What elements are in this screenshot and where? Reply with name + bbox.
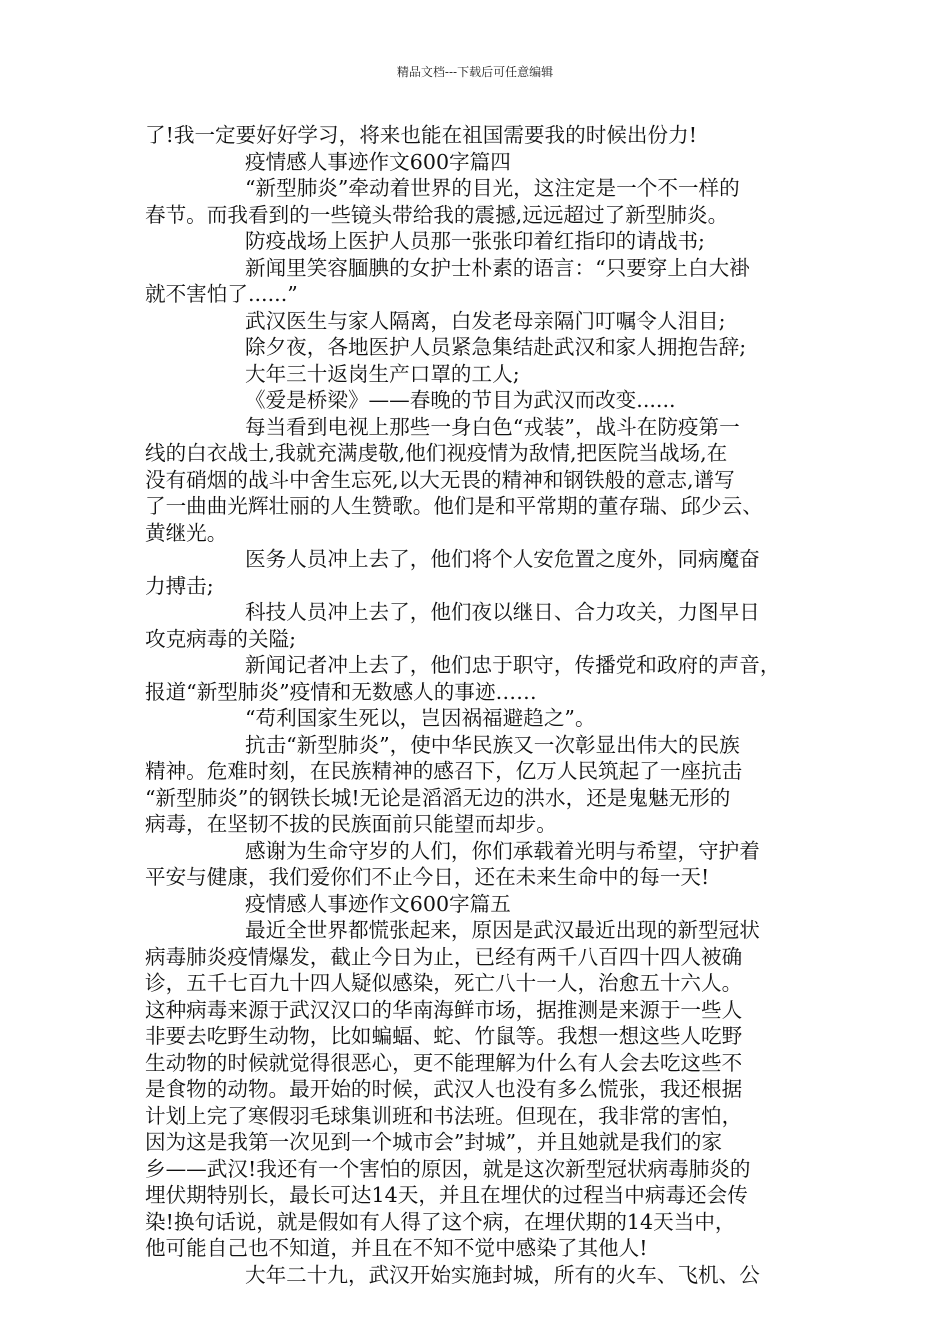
text-line: 《爱是桥梁》——春晚的节目为武汉而改变......	[245, 388, 676, 412]
text-line: 埋伏期特别长，最长可达14天，并且在埋伏的过程当中病毒还会传	[145, 1183, 748, 1207]
section-heading: 疫情感人事迹作文600字篇五	[245, 891, 511, 916]
text-line: 最近全世界都慌张起来，原因是武汉最近出现的新型冠状	[245, 918, 760, 942]
text-line: 大年三十返岗生产口罩的工人;	[245, 361, 520, 386]
text-line: 诊，五千七百九十四人疑似感染，死亡八十一人，治愈五十六人。	[145, 971, 743, 995]
text-line: 了一曲曲光辉壮丽的人生赞歌。他们是和平常期的董存瑞、邱少云、	[145, 494, 763, 518]
text-line: 新闻里笑容腼腆的女护士朴素的语言：“只要穿上白大褂	[245, 255, 750, 280]
text-line: 平安与健康，我们爱你们不止今日，还在未来生命中的每一天!	[145, 865, 710, 889]
text-line: 攻克病毒的关隘;	[145, 626, 297, 651]
text-line: 黄继光。	[145, 520, 228, 545]
text-line: 武汉医生与家人隔离，白发老母亲隔门叮嘱令人泪目;	[245, 308, 726, 333]
text-line: 线的白衣战士,我就充满虔敬,他们视疫情为敌情,把医院当战场,在	[145, 441, 728, 465]
text-line: 了!我一定要好好学习，将来也能在祖国需要我的时候出份力!	[145, 123, 697, 147]
text-line: 就不害怕了......”	[145, 282, 298, 306]
text-line: “苟利国家生死以，岂因祸福避趋之”。	[245, 706, 596, 730]
text-line: 精神。危难时刻，在民族精神的感召下，亿万人民筑起了一座抗击	[145, 759, 743, 783]
text-line: 力搏击;	[145, 573, 214, 598]
text-line: 新闻记者冲上去了，他们忠于职守，传播党和政府的声音，	[245, 653, 781, 677]
text-line: 感谢为生命守岁的人们，你们承载着光明与希望，守护着	[245, 838, 760, 863]
text-line: 乡——武汉!我还有一个害怕的原因，就是这次新型冠状病毒肺炎的	[145, 1156, 751, 1181]
text-line: 他可能自己也不知道，并且在不知不觉中感染了其他人!	[145, 1236, 648, 1260]
text-line: 这种病毒来源于武汉汉口的华南海鲜市场，据推测是来源于一些人	[145, 997, 743, 1022]
text-line: 病毒，在坚韧不拔的民族面前只能望而却步。	[145, 812, 557, 836]
text-line: 没有硝烟的战斗中舍生忘死,以大无畏的精神和钢铁般的意志,谱写	[145, 467, 735, 492]
document-body	[145, 122, 811, 1288]
page-header: 精品文档---下载后可任意编辑	[396, 65, 554, 79]
text-line: 生动物的时候就觉得很恶心，更不能理解为什么有人会去吃这些不	[145, 1050, 743, 1075]
text-line: 医务人员冲上去了，他们将个人安危置之度外，同病魔奋	[245, 547, 760, 571]
text-line: 防疫战场上医护人员那一张张印着红指印的请战书;	[245, 229, 705, 253]
text-line: “新型肺炎”牵动着世界的目光，这注定是一个不一样的	[245, 176, 740, 200]
text-line: 大年二十九，武汉开始实施封城，所有的火车、飞机、公	[245, 1262, 760, 1287]
text-line: 非要去吃野生动物，比如蝙蝠、蛇、竹鼠等。我想一想这些人吃野	[145, 1024, 743, 1048]
text-line: 每当看到电视上那些一身白色“戎装”，战斗在防疫第一	[245, 414, 740, 439]
text-line: 病毒肺炎疫情爆发，截止今日为止，已经有两千八百四十四人被确	[145, 944, 743, 969]
text-line: 因为这是我第一次见到一个城市会”封城”，并且她就是我们的家	[145, 1130, 723, 1154]
text-line: “新型肺炎”的钢铁长城!无论是滔滔无边的洪水，还是鬼魅无形的	[145, 785, 731, 810]
text-line: 科技人员冲上去了，他们夜以继日、合力攻关，力图早日	[245, 600, 760, 624]
text-line: 春节。而我看到的一些镜头带给我的震撼,远远超过了新型肺炎。	[145, 202, 729, 227]
text-line: 除夕夜，各地医护人员紧急集结赴武汉和家人拥抱告辞;	[245, 335, 747, 359]
text-line: 染!换句话说，就是假如有人得了这个病，在埋伏期的14天当中，	[145, 1209, 736, 1234]
text-line: 是食物的动物。最开始的时候，武汉人也没有多么慌张，我还根据	[145, 1077, 743, 1101]
text-line: 报道“新型肺炎”疫情和无数感人的事迹……	[145, 679, 537, 704]
text-line: 抗击“新型肺炎”，使中华民族又一次彰显出伟大的民族	[245, 732, 740, 757]
text-line: 计划上完了寒假羽毛球集训班和书法班。但现在，我非常的害怕，	[145, 1103, 743, 1128]
section-heading: 疫情感人事迹作文600字篇四	[245, 149, 511, 174]
